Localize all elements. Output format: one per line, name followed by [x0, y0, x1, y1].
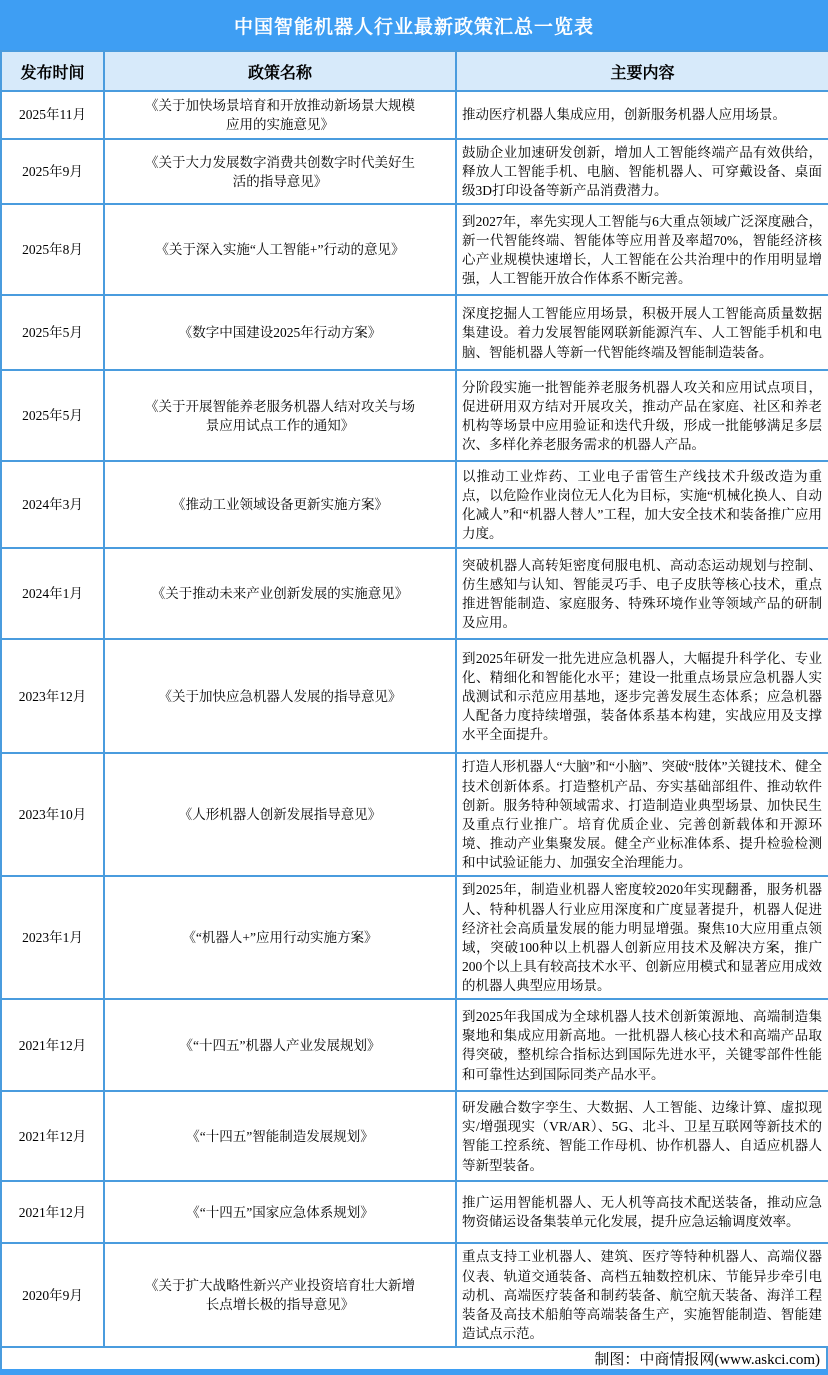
- policy-name: 《关于深入实施“人工智能+”行动的意见》: [104, 204, 456, 295]
- table-row: [1, 999, 828, 1091]
- table-row: [1, 295, 828, 370]
- policy-date: 2023年10月: [1, 753, 104, 876]
- table-header-row: [1, 51, 828, 91]
- policy-date: 2024年1月: [1, 548, 104, 639]
- bottom-accent-bar: [0, 1369, 828, 1375]
- policy-content: 推动医疗机器人集成应用，创新服务机器人应用场景。: [456, 91, 828, 139]
- table-row: [1, 139, 828, 204]
- policy-content: 到2025年研发一批先进应急机器人，大幅提升科学化、专业化、精细化和智能化水平；建设一批重点场景应急机器人实战测试和示范应用基地，逐步完善发展生态体系；应急机器人配备力度持续增强，装备体系基本构建，实战应用及支撑水平全面提升。: [456, 639, 828, 753]
- page-title: 中国智能机器人行业最新政策汇总一览表: [0, 0, 828, 50]
- table-row: [1, 370, 828, 461]
- table-row: [1, 1181, 828, 1243]
- table-body: [1, 91, 828, 1347]
- policy-name: 《“十四五”机器人产业发展规划》: [104, 999, 456, 1091]
- policy-name: 《“十四五”国家应急体系规划》: [104, 1181, 456, 1243]
- policy-date: 2025年8月: [1, 204, 104, 295]
- policy-date: 2023年12月: [1, 639, 104, 753]
- policy-date: 2020年9月: [1, 1243, 104, 1347]
- policy-name: 《数字中国建设2025年行动方案》: [104, 295, 456, 370]
- policy-name: 《关于开展智能养老服务机器人结对攻关与场景应用试点工作的通知》: [104, 370, 456, 461]
- table-row: [1, 753, 828, 876]
- policy-date: 2025年9月: [1, 139, 104, 204]
- policy-content: 分阶段实施一批智能养老服务机器人攻关和应用试点项目，促进研用双方结对开展攻关，推动产品在家庭、社区和养老机构等场景中应用验证和迭代升级，形成一批能够满足多层次、多样化养老服务需求的机器人产品。: [456, 370, 828, 461]
- table-row: [1, 548, 828, 639]
- policy-content: 推广运用智能机器人、无人机等高技术配送装备，推动应急物资储运设备集装单元化发展，提升应急运输调度效率。: [456, 1181, 828, 1243]
- column-header-main-content: 主要内容: [456, 51, 828, 91]
- credit-line: 制图：中商情报网(www.askci.com): [0, 1348, 828, 1369]
- policy-date: 2021年12月: [1, 1181, 104, 1243]
- policy-table: [0, 50, 828, 1348]
- table-row: [1, 91, 828, 139]
- policy-name: 《“机器人+”应用行动实施方案》: [104, 876, 456, 999]
- table-row: [1, 461, 828, 548]
- policy-content: 到2027年，率先实现人工智能与6大重点领域广泛深度融合，新一代智能终端、智能体等应用普及率超70%，智能经济核心产业规模快速增长，人工智能在公共治理中的作用明显增强，人工智能开放合作体系不断完善。: [456, 204, 828, 295]
- table-row: [1, 1091, 828, 1181]
- policy-date: 2021年12月: [1, 1091, 104, 1181]
- policy-name: 《“十四五”智能制造发展规划》: [104, 1091, 456, 1181]
- policy-name: 《关于大力发展数字消费共创数字时代美好生活的指导意见》: [104, 139, 456, 204]
- policy-name: 《关于扩大战略性新兴产业投资培育壮大新增长点增长极的指导意见》: [104, 1243, 456, 1347]
- policy-content: 鼓励企业加速研发创新，增加人工智能终端产品有效供给，释放人工智能手机、电脑、智能机器人、可穿戴设备、桌面级3D打印设备等新产品消费潜力。: [456, 139, 828, 204]
- policy-content: 到2025年，制造业机器人密度较2020年实现翻番，服务机器人、特种机器人行业应用深度和广度显著提升，机器人促进经济社会高质量发展的能力明显增强。聚焦10大应用重点领域，突破100种以上机器人创新应用技术及解决方案，推广200个以上具有较高技术水平、创新应用模式和显著应用成效的机器人典型应用场景。: [456, 876, 828, 999]
- policy-content: 重点支持工业机器人、建筑、医疗等特种机器人、高端仪器仪表、轨道交通装备、高档五轴数控机床、节能异步牵引电动机、高端医疗装备和制药装备、航空航天装备、海洋工程装备及高技术船舶等高端装备生产，实施智能制造、智能建造试点示范。: [456, 1243, 828, 1347]
- table-row: [1, 204, 828, 295]
- policy-date: 2025年11月: [1, 91, 104, 139]
- policy-name: 《推动工业领域设备更新实施方案》: [104, 461, 456, 548]
- table-row: [1, 1243, 828, 1347]
- policy-content: 以推动工业炸药、工业电子雷管生产线技术升级改造为重点，以危险作业岗位无人化为目标，实施“机械化换人、自动化减人”和“机器人替人”工程，加大安全技术和装备推广应用力度。: [456, 461, 828, 548]
- column-header-policy-name: 政策名称: [104, 51, 456, 91]
- policy-content: 打造人形机器人“大脑”和“小脑”、突破“肢体”关键技术、健全技术创新体系。打造整机产品、夯实基础部组件、推动软件创新。服务特种领域需求、打造制造业典型场景、加快民生及重点行业推广。培育优质企业、完善创新载体和开源环境、推动产业集聚发展。健全产业标准体系、提升检验检测和中试验证能力、加强安全治理能力。: [456, 753, 828, 876]
- table-row: [1, 876, 828, 999]
- policy-content: 深度挖掘人工智能应用场景，积极开展人工智能高质量数据集建设。着力发展智能网联新能源汽车、人工智能手机和电脑、智能机器人等新一代智能终端及智能制造装备。: [456, 295, 828, 370]
- column-header-date: 发布时间: [1, 51, 104, 91]
- policy-date: 2021年12月: [1, 999, 104, 1091]
- policy-content: 突破机器人高转矩密度伺服电机、高动态运动规划与控制、仿生感知与认知、智能灵巧手、电子皮肤等核心技术，重点推进智能制造、家庭服务、特殊环境作业等领域产品的研制及应用。: [456, 548, 828, 639]
- policy-content: 到2025年我国成为全球机器人技术创新策源地、高端制造集聚地和集成应用新高地。一批机器人核心技术和高端产品取得突破，整机综合指标达到国际先进水平，关键零部件性能和可靠性达到国际同类产品水平。: [456, 999, 828, 1091]
- policy-name: 《人形机器人创新发展指导意见》: [104, 753, 456, 876]
- policy-name: 《关于推动未来产业创新发展的实施意见》: [104, 548, 456, 639]
- policy-name: 《关于加快应急机器人发展的指导意见》: [104, 639, 456, 753]
- policy-date: 2023年1月: [1, 876, 104, 999]
- policy-date: 2024年3月: [1, 461, 104, 548]
- policy-content: 研发融合数字孪生、大数据、人工智能、边缘计算、虚拟现实/增强现实（VR/AR）、5G、北斗、卫星互联网等新技术的智能工控系统、智能工作母机、协作机器人、自适应机器人等新型装备。: [456, 1091, 828, 1181]
- table-row: [1, 639, 828, 753]
- policy-date: 2025年5月: [1, 295, 104, 370]
- policy-date: 2025年5月: [1, 370, 104, 461]
- policy-name: 《关于加快场景培育和开放推动新场景大规模应用的实施意见》: [104, 91, 456, 139]
